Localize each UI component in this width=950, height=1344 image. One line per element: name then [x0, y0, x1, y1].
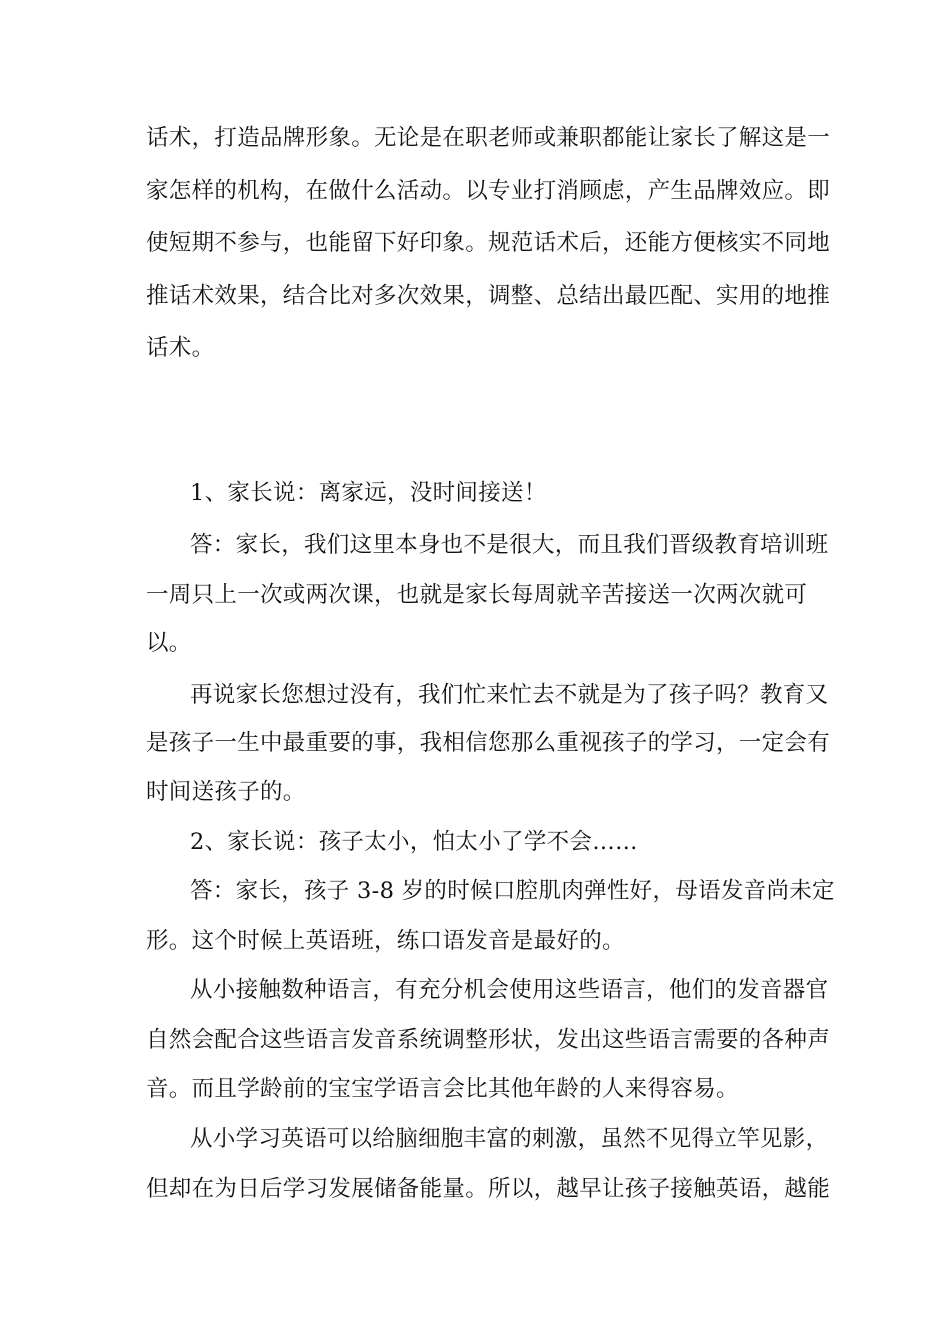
paragraph-line: 音。而且学龄前的宝宝学语言会比其他年龄的人来得容易。: [146, 1076, 739, 1102]
paragraph-line: 时间送孩子的。: [146, 779, 306, 805]
paragraph-line: 从小接触数种语言，有充分机会使用这些语言，他们的发音器官: [190, 977, 829, 1003]
paragraph-line: 使短期不参与，也能留下好印象。规范话术后，还能方便核实不同地: [146, 230, 831, 256]
paragraph-line: 从小学习英语可以给脑细胞丰富的刺激，虽然不见得立竿见影，: [190, 1126, 829, 1152]
paragraph-line: 一周只上一次或两次课，也就是家长每周就辛苦接送一次两次就可: [146, 582, 808, 608]
paragraph-line: 形。这个时候上英语班，练口语发音是最好的。: [146, 928, 625, 954]
paragraph-line: 答：家长，我们这里本身也不是很大，而且我们晋级教育培训班: [190, 532, 829, 558]
paragraph-line: 答：家长，孩子 3-8 岁的时候口腔肌肉弹性好，母语发音尚未定: [190, 878, 835, 904]
paragraph-line: 家怎样的机构，在做什么活动。以专业打消顾虑，产生品牌效应。即: [146, 178, 831, 204]
question-heading: 2、家长说：孩子太小，怕太小了学不会……: [190, 829, 638, 855]
paragraph-line: 推话术效果，结合比对多次效果，调整、总结出最匹配、实用的地推: [146, 283, 831, 309]
paragraph-line: 自然会配合这些语言发音系统调整形状，发出这些语言需要的各种声: [146, 1027, 831, 1053]
paragraph-line: 但却在为日后学习发展储备能量。所以，越早让孩子接触英语，越能: [146, 1176, 831, 1202]
paragraph-line: 是孩子一生中最重要的事，我相信您那么重视孩子的学习，一定会有: [146, 730, 831, 756]
paragraph-line: 话术。: [146, 335, 215, 361]
paragraph-line: 话术，打造品牌形象。无论是在职老师或兼职都能让家长了解这是一: [146, 125, 831, 151]
paragraph-line: 再说家长您想过没有，我们忙来忙去不就是为了孩子吗？教育又: [190, 682, 829, 708]
question-heading: 1、家长说：离家远，没时间接送！: [190, 480, 547, 506]
paragraph-line: 以。: [146, 630, 192, 656]
